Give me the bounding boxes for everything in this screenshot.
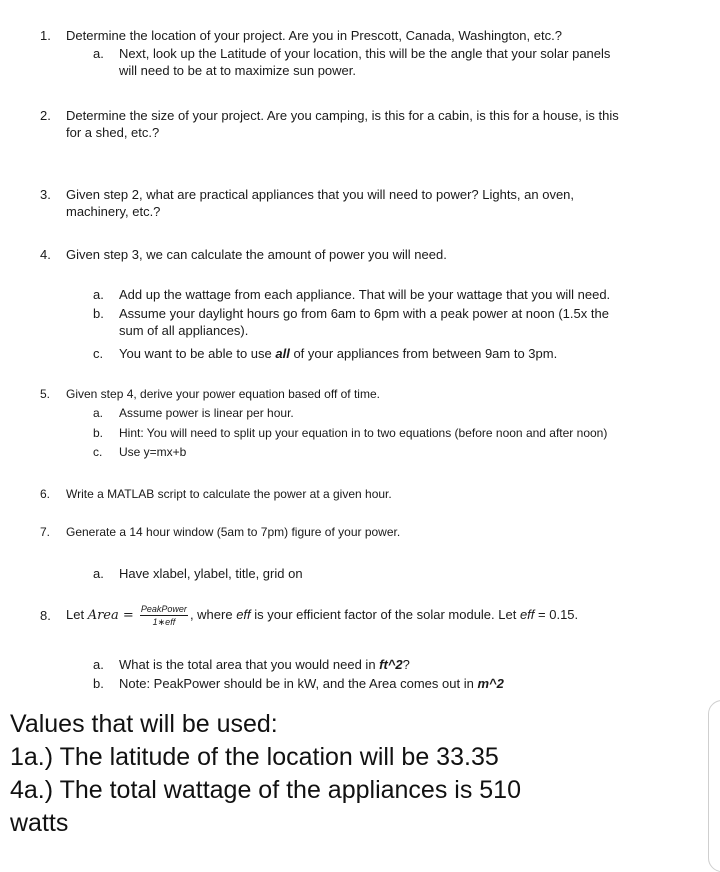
values-section <box>10 708 710 840</box>
eff-term: eff <box>236 607 251 622</box>
sub-letter: b. <box>93 306 104 321</box>
fraction-denominator: 1∗eff <box>152 617 176 628</box>
sub-letter: a. <box>93 406 104 420</box>
step-8-pre: Let <box>66 607 88 622</box>
sub-text-line2: will need to be at to maximize sun power. <box>119 63 357 78</box>
area-variable: Area <box>87 608 119 623</box>
sub-text <box>119 305 699 339</box>
sub-letter: a. <box>93 566 104 581</box>
emphasis-all: all <box>275 346 290 361</box>
sub-text <box>119 345 699 362</box>
sub-text-pre: You want to be able to use <box>119 346 276 361</box>
sub-text-post: of your appliances from between 9am to 3pm. <box>289 346 558 361</box>
step-text: Given step 3, we can calculate the amount of power you will need. <box>66 247 447 262</box>
step-text: Generate a 14 hour window (5am to 7pm) figure of your power. <box>66 525 401 539</box>
step-8-mid1: , where <box>189 607 237 622</box>
values-heading: Values that will be used: <box>10 710 278 738</box>
step-number: 2. <box>40 108 51 123</box>
step-text-line1: Determine the size of your project. Are you camping, is this for a cabin, is this for a house, is this <box>66 108 619 123</box>
sub-text-pre: Note: PeakPower should be in kW, and the Area comes out in <box>119 676 478 691</box>
area-fraction <box>140 604 188 627</box>
step-number: 1. <box>40 28 51 43</box>
sub-text: Use y=mx+b <box>119 445 187 459</box>
step-number: 3. <box>40 187 51 202</box>
step-number: 6. <box>40 487 51 501</box>
side-panel-edge <box>708 700 720 872</box>
sub-text <box>119 675 699 692</box>
step-number: 7. <box>40 525 51 539</box>
sub-letter: a. <box>93 657 104 672</box>
sub-text-line1: Assume your daylight hours go from 6am to 6pm with a peak power at noon (1.5x the <box>119 306 609 321</box>
sub-letter: c. <box>93 445 103 459</box>
step-text-line1: Given step 2, what are practical appliances that you will need to power? Lights, an oven, <box>66 187 575 202</box>
step-text: Given step 4, derive your power equation based off of time. <box>66 387 380 401</box>
sub-text: Assume power is linear per hour. <box>119 406 294 420</box>
sub-text: Have xlabel, ylabel, title, grid on <box>119 566 303 581</box>
step-text-line2: machinery, etc.? <box>66 204 161 219</box>
step-number: 5. <box>40 387 51 401</box>
unit-m2: m^2 <box>477 676 504 691</box>
value-wattage: 4a.) The total wattage of the appliances is 510 <box>10 776 521 804</box>
sub-text <box>119 656 699 673</box>
eff-term-2: eff <box>519 607 535 622</box>
equals-sign: = <box>118 608 138 623</box>
step-text-line2: for a shed, etc.? <box>66 125 160 140</box>
sub-text-line1: Next, look up the Latitude of your location, this will be the angle that your solar panels <box>119 46 611 61</box>
step-8-mid2: is your efficient factor of the solar module. Let <box>250 607 520 622</box>
sub-text: Hint: You will need to split up your equation in to two equations (before noon and after noon) <box>119 426 608 440</box>
value-wattage-unit: watts <box>10 809 69 837</box>
sub-letter: c. <box>93 346 104 361</box>
step-text <box>66 107 716 141</box>
step-number: 4. <box>40 247 51 262</box>
sub-letter: a. <box>93 287 104 302</box>
sub-letter: b. <box>93 426 104 440</box>
sub-text-post: ? <box>402 657 410 672</box>
sub-text-line2: sum of all appliances). <box>119 323 249 338</box>
unit-ft2: ft^2 <box>379 657 403 672</box>
step-text <box>66 186 686 220</box>
value-latitude: 1a.) The latitude of the location will be 33.35 <box>10 743 499 771</box>
step-text: Determine the location of your project. Are you in Prescott, Canada, Washington, etc.? <box>66 28 562 43</box>
sub-text-pre: What is the total area that you would need in <box>119 657 380 672</box>
sub-text <box>119 45 699 79</box>
step-8-post: = 0.15. <box>534 607 579 622</box>
step-text: Write a MATLAB script to calculate the power at a given hour. <box>66 487 392 501</box>
sub-text: Add up the wattage from each appliance. That will be your wattage that you will need. <box>119 287 611 302</box>
sub-letter: a. <box>93 46 104 61</box>
fraction-numerator: PeakPower <box>140 604 187 615</box>
sub-letter: b. <box>93 676 104 691</box>
step-text <box>66 598 716 633</box>
step-number: 8. <box>40 608 51 623</box>
